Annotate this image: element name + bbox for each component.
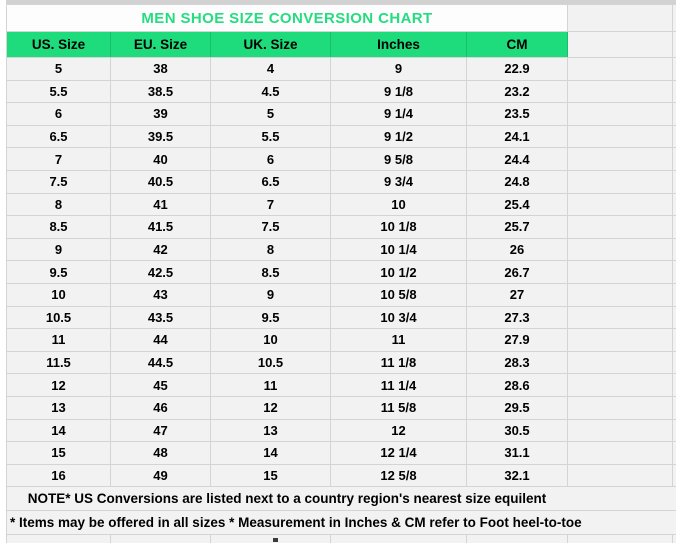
- column-header-cm: CM: [467, 32, 568, 58]
- table-row: [7, 261, 676, 284]
- table-cell: 5.5: [7, 80, 111, 103]
- empty-cell: [673, 306, 676, 329]
- table-cell: 7: [211, 193, 331, 216]
- clipped-text-artifact: [273, 538, 278, 542]
- table-cell: 49: [111, 464, 211, 487]
- column-header-us-size: US. Size: [7, 32, 111, 58]
- empty-cell: [568, 103, 673, 126]
- table-cell: 44: [111, 329, 211, 352]
- empty-cell: [673, 148, 676, 171]
- table-row: [7, 216, 676, 239]
- table-cell: 14: [7, 419, 111, 442]
- table-row: [7, 193, 676, 216]
- empty-cell: [673, 238, 676, 261]
- table-cell: 29.5: [467, 396, 568, 419]
- table-cell: 25.4: [467, 193, 568, 216]
- table-cell: 11 5/8: [331, 396, 467, 419]
- empty-cell: [673, 442, 676, 465]
- empty-cell: [673, 216, 676, 239]
- empty-cell: [568, 535, 673, 543]
- table-cell: 38: [111, 58, 211, 81]
- table-row: [7, 80, 676, 103]
- clipped-empty-row: [7, 535, 676, 543]
- table-cell: 9.5: [7, 261, 111, 284]
- empty-cell: [673, 374, 676, 397]
- table-row: [7, 170, 676, 193]
- table-cell: 11.5: [7, 351, 111, 374]
- empty-cell: [568, 125, 673, 148]
- empty-cell: [673, 283, 676, 306]
- empty-cell: [568, 464, 673, 487]
- table-cell: 22.9: [467, 58, 568, 81]
- empty-cell: [673, 32, 676, 58]
- table-row: [7, 306, 676, 329]
- table-cell: 11 1/8: [331, 351, 467, 374]
- table-row: [7, 464, 676, 487]
- table-cell: 10: [7, 283, 111, 306]
- empty-cell: [568, 5, 673, 32]
- table-cell: 9.5: [211, 306, 331, 329]
- table-cell: 23.5: [467, 103, 568, 126]
- empty-cell: [568, 58, 673, 81]
- table-cell: 43: [111, 283, 211, 306]
- empty-cell: [568, 238, 673, 261]
- table-cell: 24.4: [467, 148, 568, 171]
- table-cell: 26: [467, 238, 568, 261]
- table-cell: 44.5: [111, 351, 211, 374]
- table-cell: 12 1/4: [331, 442, 467, 465]
- table-cell: 12: [211, 396, 331, 419]
- empty-cell: [467, 535, 568, 543]
- table-cell: 9: [211, 283, 331, 306]
- page-title: MEN SHOE SIZE CONVERSION CHART: [7, 5, 568, 32]
- table-cell: 8: [7, 193, 111, 216]
- table-cell: 47: [111, 419, 211, 442]
- table-cell: 24.8: [467, 170, 568, 193]
- empty-cell: [568, 487, 676, 511]
- empty-cell: [568, 351, 673, 374]
- table-cell: 10 3/4: [331, 306, 467, 329]
- table-cell: 6.5: [7, 125, 111, 148]
- table-cell: 5: [7, 58, 111, 81]
- spreadsheet-area: [6, 0, 676, 543]
- table-cell: 30.5: [467, 419, 568, 442]
- table-cell: 42.5: [111, 261, 211, 284]
- table-cell: 10 1/4: [331, 238, 467, 261]
- table-cell: 12: [7, 374, 111, 397]
- table-cell: 31.1: [467, 442, 568, 465]
- empty-cell: [673, 329, 676, 352]
- empty-cell: [673, 125, 676, 148]
- empty-cell: [568, 216, 673, 239]
- table-cell: 12 5/8: [331, 464, 467, 487]
- table-cell: 15: [211, 464, 331, 487]
- table-cell: 24.1: [467, 125, 568, 148]
- table-cell: 46: [111, 396, 211, 419]
- table-row: [7, 374, 676, 397]
- table-cell: 28.3: [467, 351, 568, 374]
- empty-cell: [673, 464, 676, 487]
- table-cell: 11: [211, 374, 331, 397]
- empty-cell: [673, 419, 676, 442]
- table-cell: 27: [467, 283, 568, 306]
- column-header-uk-size: UK. Size: [211, 32, 331, 58]
- note-text-2: * Items may be offered in all sizes * Measurement in Inches & CM refer to Foot heel-to-toe: [7, 511, 676, 535]
- table-row: [7, 283, 676, 306]
- table-cell: 10: [211, 329, 331, 352]
- empty-cell: [568, 374, 673, 397]
- table-cell: 9 1/2: [331, 125, 467, 148]
- table-cell: 9 1/8: [331, 80, 467, 103]
- table-cell: 7.5: [211, 216, 331, 239]
- table-cell: 11: [331, 329, 467, 352]
- table-cell: 6: [211, 148, 331, 171]
- table-row: [7, 442, 676, 465]
- empty-cell: [568, 148, 673, 171]
- title-row: [7, 5, 676, 32]
- empty-cell: [673, 5, 676, 32]
- empty-cell: [568, 261, 673, 284]
- empty-cell: [568, 32, 673, 58]
- note-row-1: [7, 487, 676, 511]
- table-cell: 48: [111, 442, 211, 465]
- column-header-inches: Inches: [331, 32, 467, 58]
- table-cell: 10.5: [7, 306, 111, 329]
- table-cell: 4: [211, 58, 331, 81]
- table-cell: 39: [111, 103, 211, 126]
- table-cell: 6.5: [211, 170, 331, 193]
- table-cell: 41: [111, 193, 211, 216]
- table-cell: 13: [7, 396, 111, 419]
- table-row: [7, 396, 676, 419]
- empty-cell: [673, 170, 676, 193]
- table-cell: 7.5: [7, 170, 111, 193]
- note-row-2: [7, 511, 676, 535]
- table-cell: 26.7: [467, 261, 568, 284]
- empty-cell: [7, 535, 111, 543]
- table-cell: 27.3: [467, 306, 568, 329]
- empty-cell: [673, 80, 676, 103]
- table-cell: 11 1/4: [331, 374, 467, 397]
- table-row: [7, 419, 676, 442]
- table-cell: 23.2: [467, 80, 568, 103]
- note-text-1: NOTE* US Conversions are listed next to a country region's nearest size equilent: [7, 487, 568, 511]
- empty-cell: [568, 306, 673, 329]
- empty-cell: [673, 535, 676, 543]
- table-cell: 9 3/4: [331, 170, 467, 193]
- table-cell: 9: [331, 58, 467, 81]
- table-cell: 8: [211, 238, 331, 261]
- empty-cell: [568, 329, 673, 352]
- table-cell: 28.6: [467, 374, 568, 397]
- table-cell: 9 5/8: [331, 148, 467, 171]
- table-cell: 8.5: [7, 216, 111, 239]
- table-cell: 9 1/4: [331, 103, 467, 126]
- table-cell: 14: [211, 442, 331, 465]
- table-cell: 8.5: [211, 261, 331, 284]
- table-cell: 45: [111, 374, 211, 397]
- table-cell: 10 5/8: [331, 283, 467, 306]
- empty-cell: [673, 396, 676, 419]
- table-cell: 10: [331, 193, 467, 216]
- empty-cell: [568, 419, 673, 442]
- table-cell: 41.5: [111, 216, 211, 239]
- table-cell: 10 1/8: [331, 216, 467, 239]
- empty-cell: [673, 351, 676, 374]
- table-cell: 25.7: [467, 216, 568, 239]
- table-row: [7, 329, 676, 352]
- table-cell: 5.5: [211, 125, 331, 148]
- empty-cell: [568, 193, 673, 216]
- empty-cell: [673, 103, 676, 126]
- empty-cell: [211, 535, 331, 543]
- shoe-size-conversion-table: [6, 4, 676, 543]
- table-cell: 7: [7, 148, 111, 171]
- empty-cell: [331, 535, 467, 543]
- table-row: [7, 148, 676, 171]
- table-cell: 43.5: [111, 306, 211, 329]
- table-row: [7, 238, 676, 261]
- table-cell: 10.5: [211, 351, 331, 374]
- empty-cell: [673, 193, 676, 216]
- empty-cell: [568, 80, 673, 103]
- empty-cell: [111, 535, 211, 543]
- table-cell: 42: [111, 238, 211, 261]
- table-row: [7, 125, 676, 148]
- empty-cell: [568, 396, 673, 419]
- table-cell: 27.9: [467, 329, 568, 352]
- table-cell: 16: [7, 464, 111, 487]
- empty-cell: [568, 170, 673, 193]
- table-cell: 40.5: [111, 170, 211, 193]
- table-row: [7, 351, 676, 374]
- table-cell: 13: [211, 419, 331, 442]
- table-row: [7, 58, 676, 81]
- column-header-eu-size: EU. Size: [111, 32, 211, 58]
- table-cell: 4.5: [211, 80, 331, 103]
- empty-cell: [568, 442, 673, 465]
- table-cell: 5: [211, 103, 331, 126]
- empty-cell: [568, 283, 673, 306]
- table-cell: 40: [111, 148, 211, 171]
- table-cell: 11: [7, 329, 111, 352]
- empty-cell: [673, 261, 676, 284]
- table-cell: 6: [7, 103, 111, 126]
- table-cell: 10 1/2: [331, 261, 467, 284]
- table-row: [7, 103, 676, 126]
- table-cell: 9: [7, 238, 111, 261]
- table-cell: 38.5: [111, 80, 211, 103]
- table-cell: 39.5: [111, 125, 211, 148]
- table-cell: 15: [7, 442, 111, 465]
- table-cell: 12: [331, 419, 467, 442]
- table-cell: 32.1: [467, 464, 568, 487]
- table-header-row: [7, 32, 676, 58]
- empty-cell: [673, 58, 676, 81]
